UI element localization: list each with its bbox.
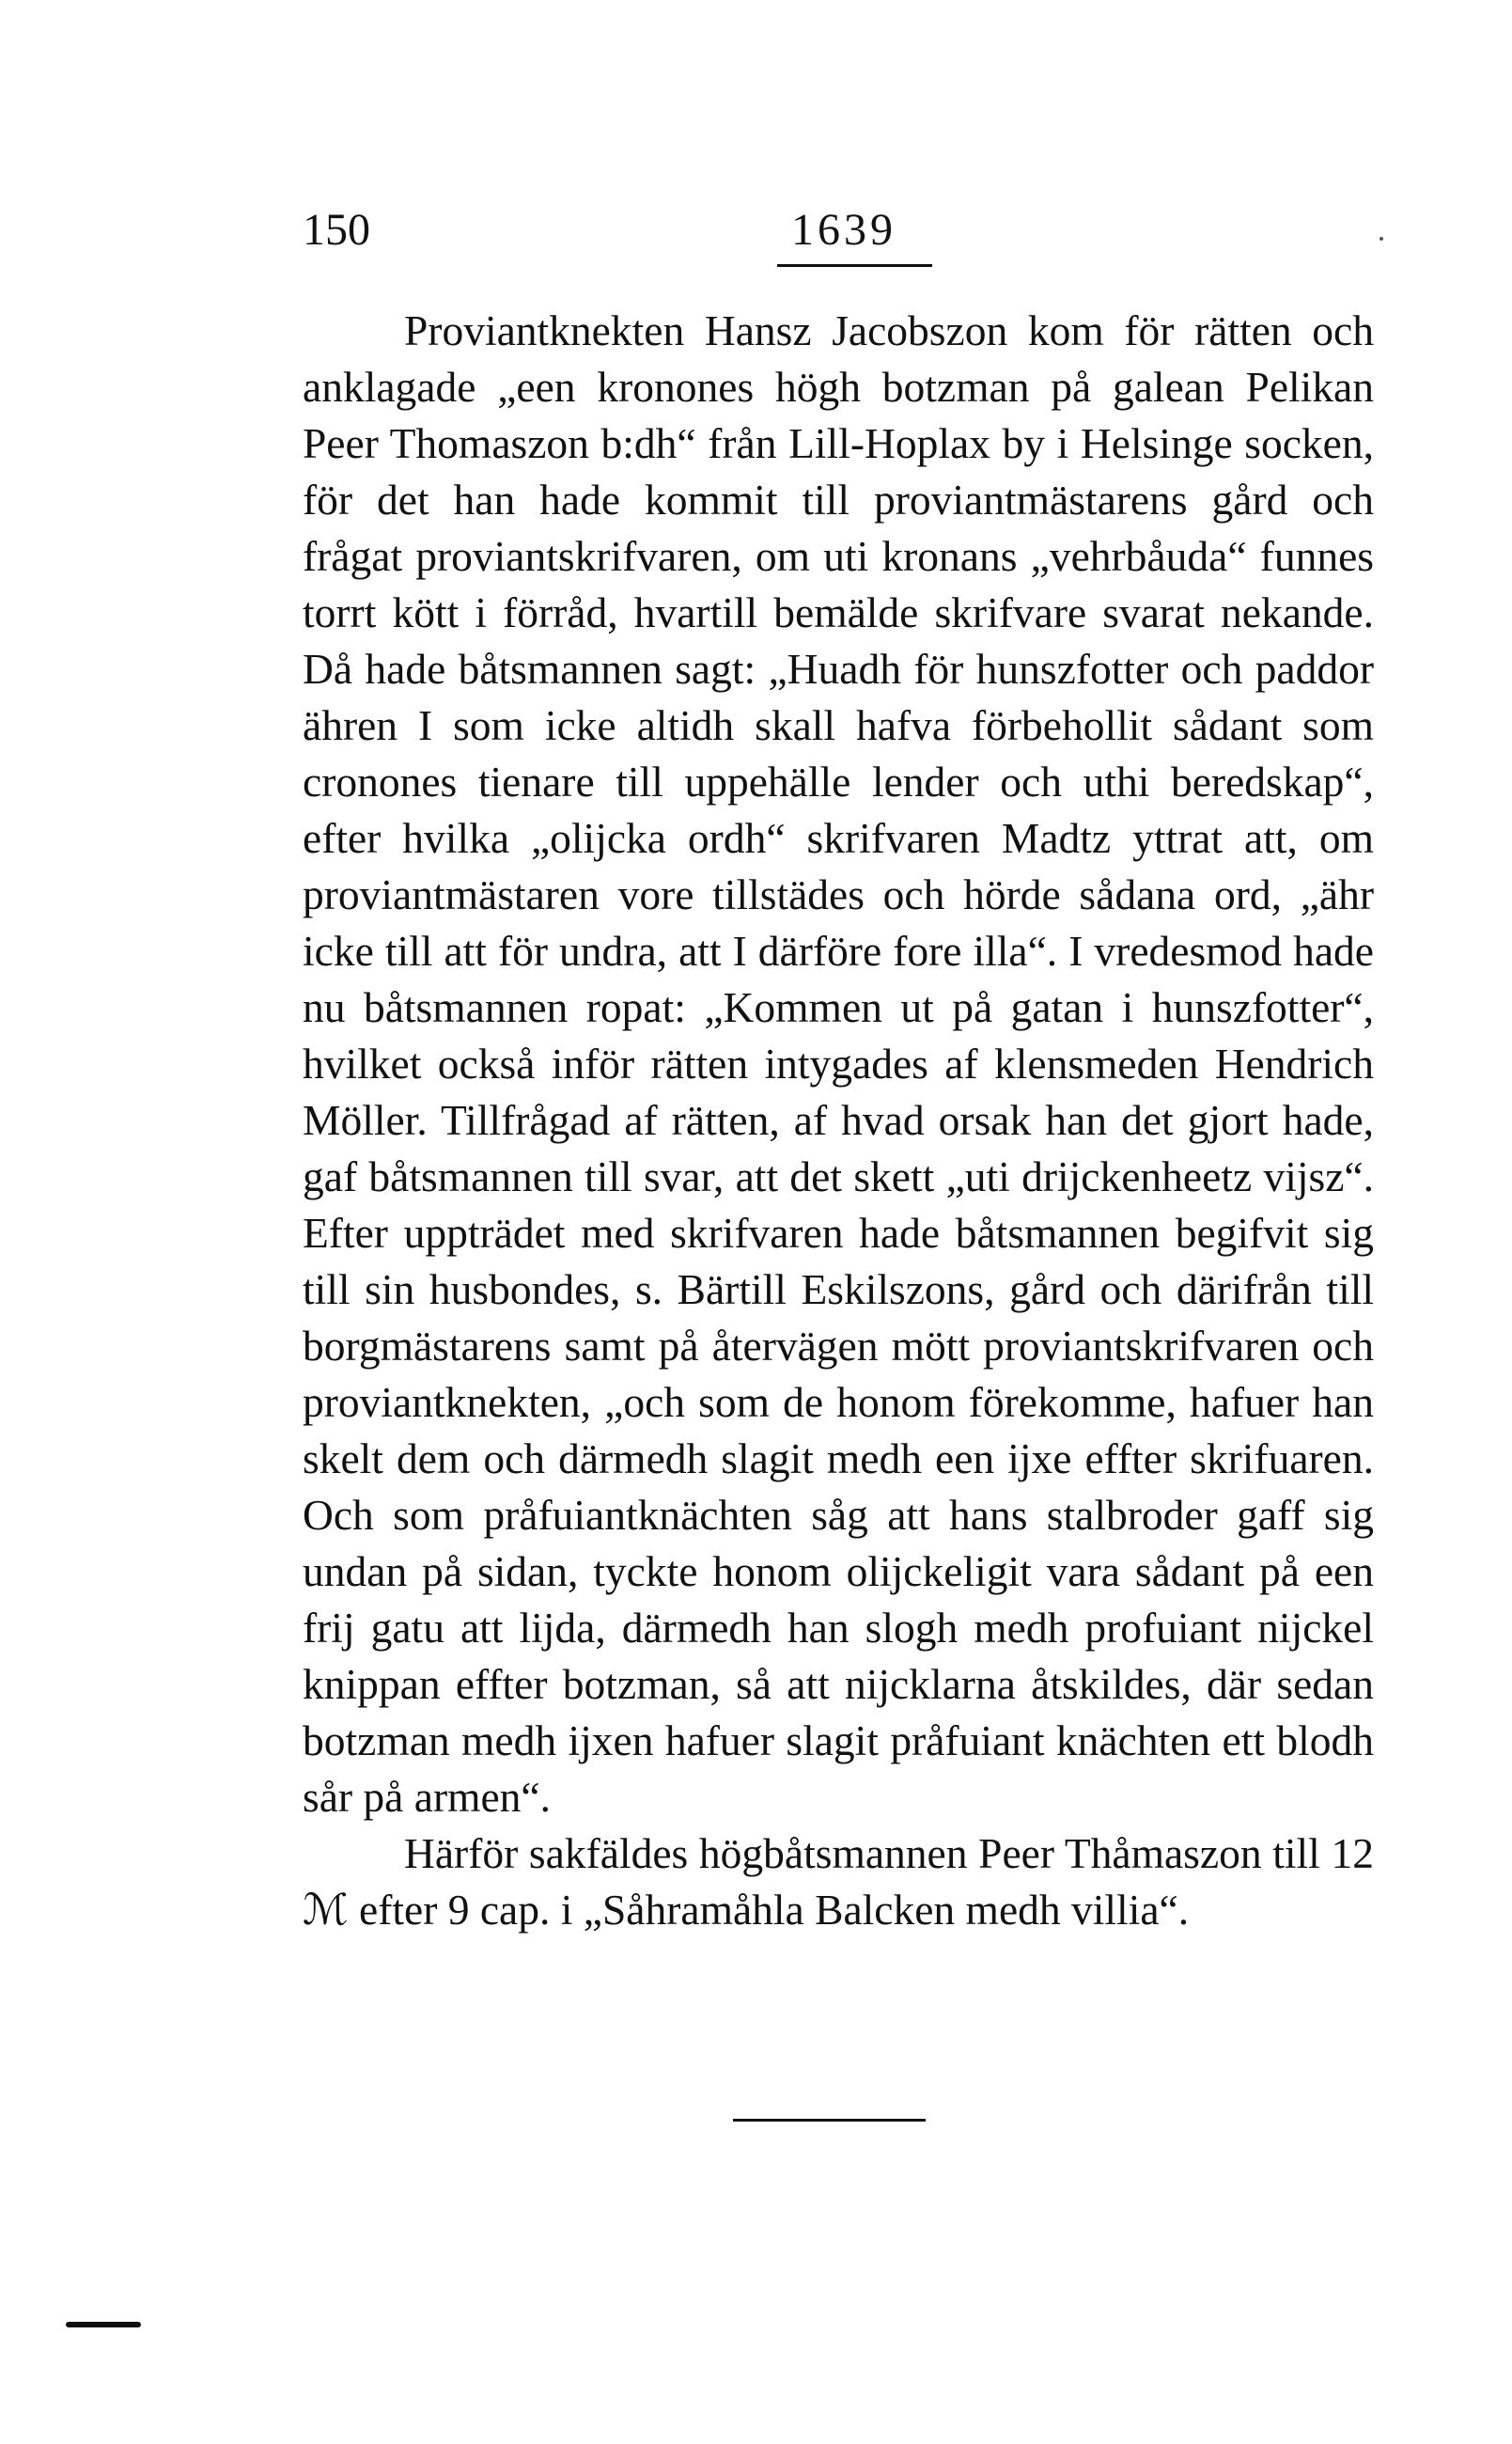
scan-edge-mark bbox=[66, 2322, 141, 2327]
page-header bbox=[303, 202, 1374, 268]
paragraph: Proviantknekten Hansz Jacobszon kom för rätten och anklagade „een kronones högh botzman på galean Pelikan Peer Thomaszon b:dh“ från Lill-Hoplax by i Helsinge socken, för det han hade kommit till proviantmästarens gård och frågat proviantskrifvaren, om uti kronans „vehrbåuda“ funnes torrt kött i förråd, hvartill bemälde skrifvare svarat nekande. Då hade båtsmannen sagt: „Huadh för hunszfotter och paddor ähren I som icke altidh skall hafva förbehollit sådant som cronones tienare till uppehälle lender och uthi beredskap“, efter hvilka „olijcka ordh“ skrifvaren Madtz yttrat att, om proviantmästaren vore tillstädes och hörde sådana ord, „ähr icke till att för undra, att I därföre fore illa“. I vredesmod hade nu båtsmannen ropat: „Kommen ut på gatan i hunszfotter“, hvilket också inför rätten intygades af klensmeden Hendrich Möller. Tillfrågad af rätten, af hvad orsak han det gjort hade, gaf båtsmannen till svar, att det skett „uti drijckenheetz vijsz“. Efter uppträdet med skrifvaren hade båtsmannen begifvit sig till sin husbondes, s. Bärtill Eskilszons, gård och därifrån till borgmästarens samt på återvägen mött proviantskrifvaren och proviantknekten, „och som de honom förekomme, hafuer han skelt dem och därmedh slagit medh een ijxe effter skrifuaren. Och som pråfuiantknächten såg att hans stalbroder gaff sig undan på sidan, tyckte honom olijckeligit vara sådant på een frij gatu att lijda, därmedh han slogh medh profuiant nijckel knippan effter botzman, så att nijcklarna åtskildes, där sedan botzman medh ijxen hafuer slagit pråfuiant knächten ett blodh sår på armen“. bbox=[303, 306, 1374, 1821]
year-underline bbox=[777, 264, 932, 267]
running-year: 1639 bbox=[791, 205, 896, 255]
paragraph: Härför sakfäldes högbåtsmannen Peer Thåmaszon till 12 ℳ efter 9 cap. i „Såhramåhla Balcken medh villia“. bbox=[303, 1829, 1374, 1934]
page-number: 150 bbox=[303, 205, 370, 255]
scan-speck bbox=[1380, 237, 1383, 241]
body-text bbox=[303, 303, 1374, 1938]
section-end-rule bbox=[733, 2119, 926, 2122]
